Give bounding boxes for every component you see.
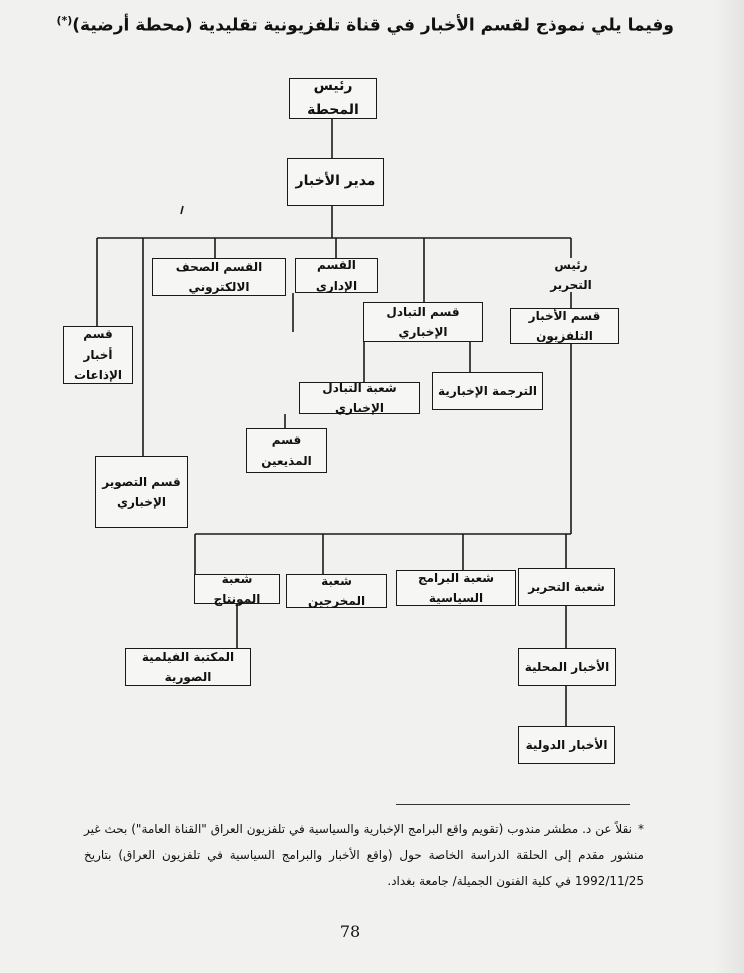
- footnote-text: نقلاً عن د. مطشر مندوب (تقويم واقع البرامج الإخبارية والسياسية في تلفزيون العراق "القناة العامة") بحث غير منشور مقدم إلى الحلقة الدراسة الخاصة حول (واقع الأخبار والبرامج السياسية في تلفزيون العراق) بتاريخ 1992/11/25 في كلية الفنون الجميلة/ جامعة بغداد.: [84, 822, 644, 888]
- page-number: 78: [339, 922, 361, 941]
- box-news-photography: قسم التصوير الإخباري: [95, 456, 188, 528]
- box-administrative: القسم الإداري: [295, 258, 378, 293]
- box-tv-news: قسم الأخبار التلفزيون: [510, 308, 619, 344]
- footnote-divider: [396, 804, 630, 805]
- box-editor-in-chief: رئيس التحرير: [550, 257, 592, 292]
- heading-text: وفيما يلي نموذج لقسم الأخبار في قناة تلفزيونية تقليدية (محطة أرضية): [72, 15, 674, 36]
- box-local-news: الأخبار المحلية: [518, 648, 616, 686]
- box-international-news: الأخبار الدولية: [518, 726, 615, 764]
- heading-footnote-marker: (*): [56, 14, 73, 27]
- box-editing-branch: شعبة التحرير: [518, 568, 615, 606]
- box-political-programs-branch: شعبة البرامج السياسية: [396, 570, 516, 606]
- box-station-head: رئيس المحطة: [289, 78, 377, 119]
- footnote-marker: *: [638, 822, 644, 836]
- box-news-director: مدير الأخبار: [287, 158, 384, 206]
- box-news-exchange-branch: شعبة التبادل الإخباري: [299, 382, 420, 414]
- box-news-exchange: قسم التبادل الإخباري: [363, 302, 483, 342]
- box-radio-news: قسم أخبار الإذاعات: [63, 326, 133, 384]
- box-presenters: قسم المذيعين: [246, 428, 327, 473]
- box-montage-branch: شعبة المونتاج: [194, 574, 280, 604]
- footnote: [84, 816, 644, 894]
- box-news-translation: الترجمة الإخبارية: [432, 372, 543, 410]
- box-film-library: المكتبة الفيلمية الصورية: [125, 648, 251, 686]
- box-electronic-archive: القسم الصحف الالكتروني: [152, 258, 286, 296]
- box-directors-branch: شعبة المخرجين: [286, 574, 387, 608]
